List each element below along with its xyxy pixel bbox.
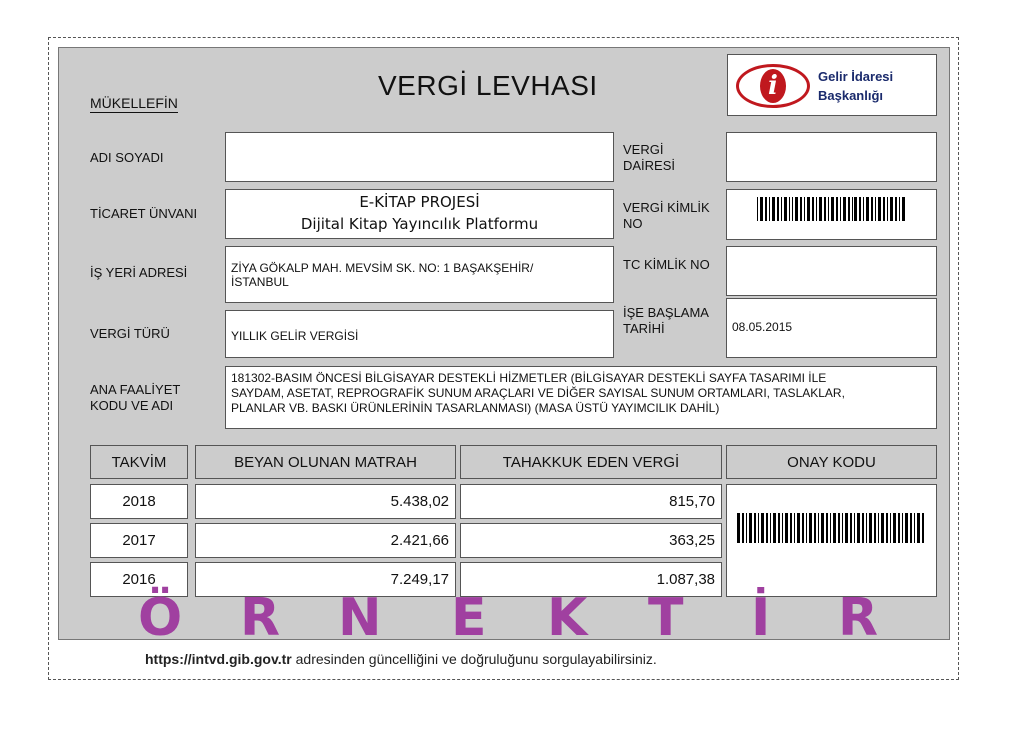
table-cell-year: 2018 xyxy=(90,484,188,519)
ise-baslama-value: 08.05.2015 xyxy=(732,320,793,334)
table-cell-year: 2017 xyxy=(90,523,188,558)
table-cell-vergi: 1.087,38 xyxy=(460,562,722,597)
vergi-kimlik-label-line2: NO xyxy=(623,216,643,231)
ana-faaliyet-label-line2: KODU VE ADI xyxy=(90,398,174,413)
vergi-kimlik-barcode-icon xyxy=(757,197,907,221)
watermark-letter: K xyxy=(547,588,588,648)
gib-logo-icon xyxy=(736,64,810,108)
adres-line2: İSTANBUL xyxy=(231,275,289,289)
ticaret-unvani-field xyxy=(225,189,614,239)
vergi-dairesi-label-line2: DAİRESİ xyxy=(623,158,676,173)
footer-text: adresinden güncelliğini ve doğruluğunu sorgulayabilirsiniz. xyxy=(291,651,657,667)
tc-kimlik-field xyxy=(726,246,937,296)
adi-soyadi-field xyxy=(225,132,614,182)
vergi-dairesi-field xyxy=(726,132,937,182)
watermark-letter: R xyxy=(240,588,281,648)
is-yeri-adresi-field xyxy=(225,246,614,303)
ise-baslama-label-line1: İŞE BAŞLAMA xyxy=(623,305,709,320)
table-cell-vergi: 363,25 xyxy=(460,523,722,558)
table-cell-vergi: 815,70 xyxy=(460,484,722,519)
section-label: MÜKELLEFİN xyxy=(90,95,178,111)
ise-baslama-label xyxy=(623,305,709,337)
footer-link[interactable]: https://intvd.gib.gov.tr xyxy=(145,651,292,667)
is-yeri-adresi-label: İŞ YERİ ADRESİ xyxy=(90,265,188,280)
ise-baslama-field xyxy=(726,298,937,358)
barcode-gap xyxy=(905,197,907,221)
adres-line1: ZİYA GÖKALP MAH. MEVSİM SK. NO: 1 BAŞAKŞEHİR/ xyxy=(231,261,534,275)
table-cell-year: 2016 xyxy=(90,562,188,597)
onay-kodu-field xyxy=(726,484,937,597)
barcode-gap xyxy=(924,513,926,543)
vergi-dairesi-label xyxy=(623,142,675,174)
faaliyet-line1: 181302-BASIM ÖNCESİ BİLGİSAYAR DESTEKLİ HİZMETLER (BİLGİSAYAR DESTEKLİ SAYFA TASARIMI İLE xyxy=(231,371,827,385)
logo-line2: Başkanlığı xyxy=(818,88,884,103)
table-cell-matrah: 5.438,02 xyxy=(195,484,456,519)
watermark-letter: İ xyxy=(751,588,771,648)
ticaret-unvani-line1: E-KİTAP PROJESİ xyxy=(359,193,480,211)
document-title: VERGİ LEVHASI xyxy=(378,70,598,101)
vergi-turu-label: VERGİ TÜRÜ xyxy=(90,326,170,341)
ana-faaliyet-field xyxy=(225,366,937,429)
header-vergi: TAHAKKUK EDEN VERGİ xyxy=(460,445,722,479)
vergi-kimlik-field xyxy=(726,189,937,240)
ticaret-unvani-line2: Dijital Kitap Yayıncılık Platformu xyxy=(300,215,539,233)
watermark-letter: E xyxy=(451,588,487,648)
header-onay-kodu: ONAY KODU xyxy=(726,445,937,479)
footer-note xyxy=(145,651,657,667)
onay-kodu-barcode-icon xyxy=(737,513,927,543)
ise-baslama-label-line2: TARİHİ xyxy=(623,321,665,336)
vergi-dairesi-label-line1: VERGİ xyxy=(623,142,664,157)
watermark-letter: R xyxy=(838,588,879,648)
faaliyet-line2: SAYDAM, ASETAT, REPROGRAFİK SUNUM ARAÇLARI VE DİĞER SAYISAL SUNUM ORTAMLARI, TASLAKLAR, xyxy=(231,386,845,400)
watermark-letter: Ö xyxy=(138,588,183,648)
adi-soyadi-label: ADI SOYADI xyxy=(90,150,164,165)
logo-text xyxy=(818,67,893,105)
ana-faaliyet-label-line1: ANA FAALİYET xyxy=(90,382,181,397)
gib-logo xyxy=(727,54,937,116)
vergi-turu-value: YILLIK GELİR VERGİSİ xyxy=(231,329,359,343)
ana-faaliyet-label xyxy=(90,382,180,414)
logo-glyph: i xyxy=(760,69,786,103)
vergi-kimlik-label xyxy=(623,200,710,232)
logo-line1: Gelir İdaresi xyxy=(818,69,894,84)
tc-kimlik-label: TC KİMLİK NO xyxy=(623,257,710,272)
watermark-letter: T xyxy=(648,588,684,648)
header-takvim: TAKVİM xyxy=(90,445,188,479)
table-cell-matrah: 7.249,17 xyxy=(195,562,456,597)
vergi-turu-field xyxy=(225,310,614,358)
faaliyet-line3: PLANLAR VB. BASKI ÜRÜNLERİNİN TASARLANMASI) (MASA ÜSTÜ YAYIMCILIK DAHİL) xyxy=(231,401,720,415)
watermark-letter: N xyxy=(338,588,382,648)
header-matrah: BEYAN OLUNAN MATRAH xyxy=(195,445,456,479)
ticaret-unvani-label: TİCARET ÜNVANI xyxy=(90,206,198,221)
table-cell-matrah: 2.421,66 xyxy=(195,523,456,558)
vergi-kimlik-label-line1: VERGİ KİMLİK xyxy=(623,200,710,215)
